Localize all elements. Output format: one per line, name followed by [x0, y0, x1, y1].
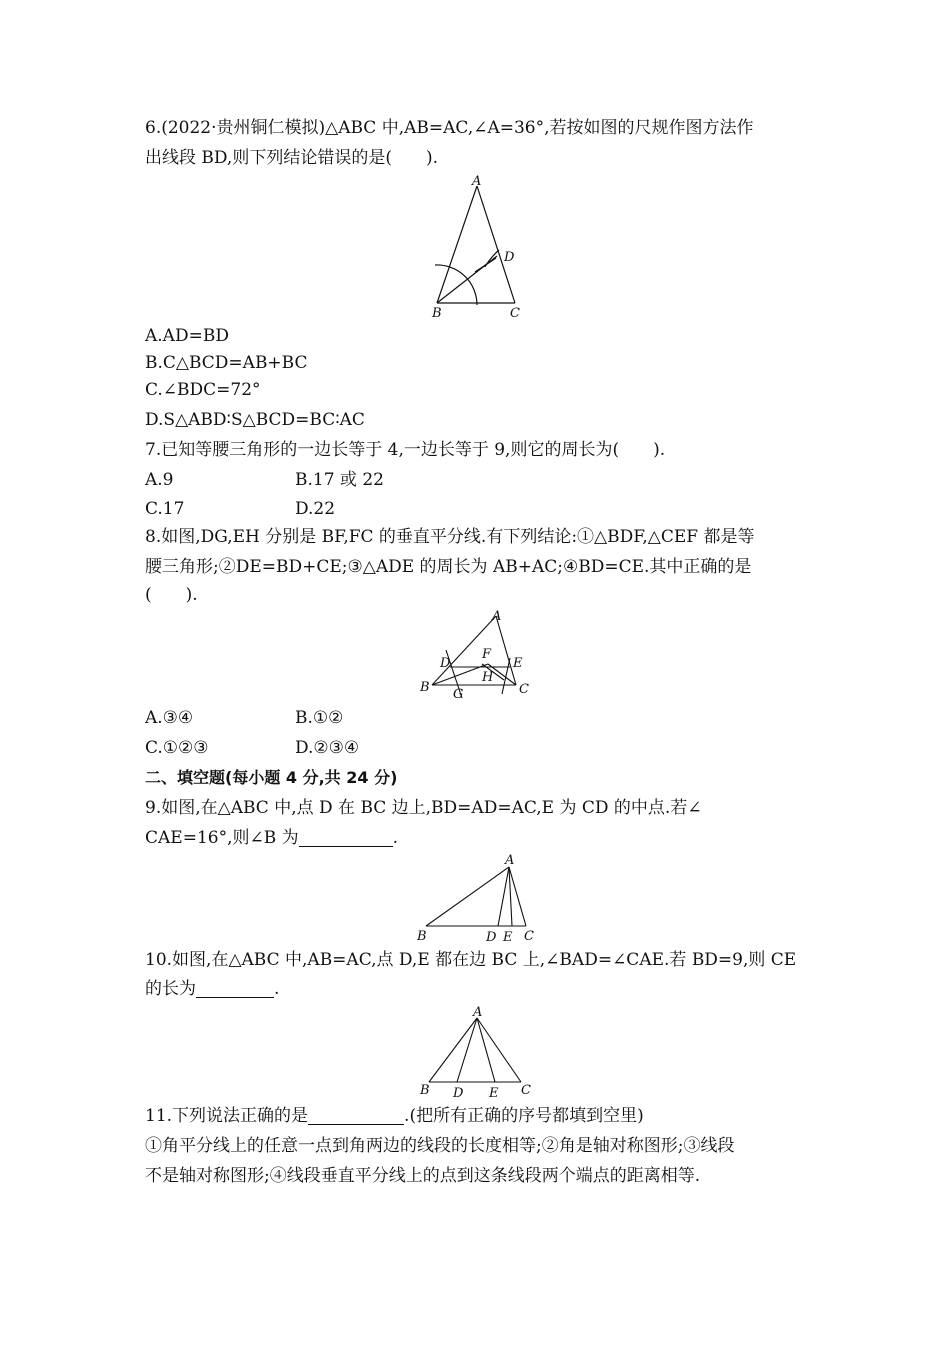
- q9-figure: [412, 852, 542, 944]
- q11-stem-line1: [145, 1104, 644, 1128]
- q9-label-D: D: [486, 930, 497, 944]
- q10-stem-line2: [145, 977, 279, 1001]
- q9-label-E: E: [503, 930, 513, 944]
- q9-label-B: B: [417, 929, 427, 944]
- q8-label-F: F: [482, 647, 492, 662]
- q6-label-D: D: [504, 250, 515, 265]
- q7-option-d: D.22: [295, 499, 336, 519]
- q6-stem-line1: 6.(2022·贵州铜仁模拟)△ABC 中,AB=AC,∠A=36°,若按如图的尺规作图方法作: [145, 118, 754, 138]
- q7-option-a: A.9: [145, 470, 174, 490]
- q10-stem-end: .: [274, 979, 280, 999]
- q10-answer-blank[interactable]: [196, 979, 274, 998]
- q8-option-d: D.②③④: [295, 738, 360, 758]
- q10-figure: [415, 1002, 535, 1100]
- q8-label-G: G: [453, 687, 464, 702]
- q10-label-B: B: [420, 1083, 430, 1098]
- q9-stem-end: .: [392, 828, 399, 848]
- q8-stem-line3: ( ).: [145, 585, 198, 605]
- q6-option-b: B.C△BCD=AB+BC: [145, 353, 308, 373]
- q11-statements-line1: ①角平分线上的任意一点到角两边的线段的长度相等;②角是轴对称图形;③线段: [145, 1136, 735, 1156]
- q9-stem-line1: 9.如图,在△ABC 中,点 D 在 BC 边上,BD=AD=AC,E 为 CD 的中点.若∠: [145, 798, 702, 818]
- q9-answer-blank[interactable]: [299, 828, 393, 847]
- q6-label-B: B: [432, 306, 442, 321]
- q11-stem-end: .(把所有正确的序号都填到空里): [404, 1106, 644, 1126]
- q8-label-C: C: [519, 682, 529, 697]
- q6-figure: [425, 172, 525, 324]
- q6-stem-line2: 出线段 BD,则下列结论错误的是( ).: [145, 148, 438, 168]
- q10-stem-line1: 10.如图,在△ABC 中,AB=AC,点 D,E 都在边 BC 上,∠BAD=∠CAE.若 BD=9,则 CE: [145, 950, 797, 970]
- q8-stem-line1: 8.如图,DG,EH 分别是 BF,FC 的垂直平分线.有下列结论:①△BDF,△CEF 都是等: [145, 527, 755, 547]
- q8-label-E: E: [513, 656, 523, 671]
- q8-option-c: C.①②③: [145, 738, 209, 758]
- q8-option-a: A.③④: [145, 708, 194, 728]
- q8-label-A: A: [492, 609, 502, 624]
- q9-stem-line2: [145, 826, 398, 850]
- q8-stem-line2: 腰三角形;②DE=BD+CE;③△ADE 的周长为 AB+AC;④BD=CE.其中正确的是: [145, 557, 752, 577]
- q9-stem-text: CAE=16°,则∠B 为: [145, 828, 299, 848]
- q7-option-b: B.17 或 22: [295, 470, 384, 490]
- q10-stem-text: 的长为: [145, 979, 196, 999]
- q8-option-b: B.①②: [295, 708, 344, 728]
- q9-label-A: A: [505, 853, 515, 868]
- q10-label-A: A: [473, 1005, 483, 1020]
- q6-option-c: C.∠BDC=72°: [145, 380, 261, 400]
- q11-stem-text: 11.下列说法正确的是: [145, 1106, 309, 1126]
- q8-label-B: B: [420, 680, 430, 695]
- q10-label-D: D: [453, 1086, 464, 1100]
- q6-label-C: C: [510, 306, 520, 321]
- q7-option-c: C.17: [145, 499, 185, 519]
- q8-figure: [418, 606, 536, 702]
- section-heading-fill-in: 二、填空题(每小题 4 分,共 24 分): [145, 768, 398, 787]
- q6-label-A: A: [472, 174, 482, 189]
- q11-statements-line2: 不是轴对称图形;④线段垂直平分线上的点到这条线段两个端点的距离相等.: [145, 1166, 701, 1186]
- q8-label-D: D: [440, 656, 451, 671]
- q11-answer-blank[interactable]: [308, 1106, 404, 1125]
- q9-label-C: C: [524, 929, 534, 944]
- q6-option-d: D.S△ABD∶S△BCD=BC∶AC: [145, 410, 365, 430]
- q10-label-E: E: [489, 1086, 499, 1100]
- q10-label-C: C: [521, 1083, 531, 1098]
- q8-label-H: H: [482, 670, 494, 685]
- q6-option-a: A.AD=BD: [145, 326, 229, 346]
- q7-stem: 7.已知等腰三角形的一边长等于 4,一边长等于 9,则它的周长为( ).: [145, 440, 666, 460]
